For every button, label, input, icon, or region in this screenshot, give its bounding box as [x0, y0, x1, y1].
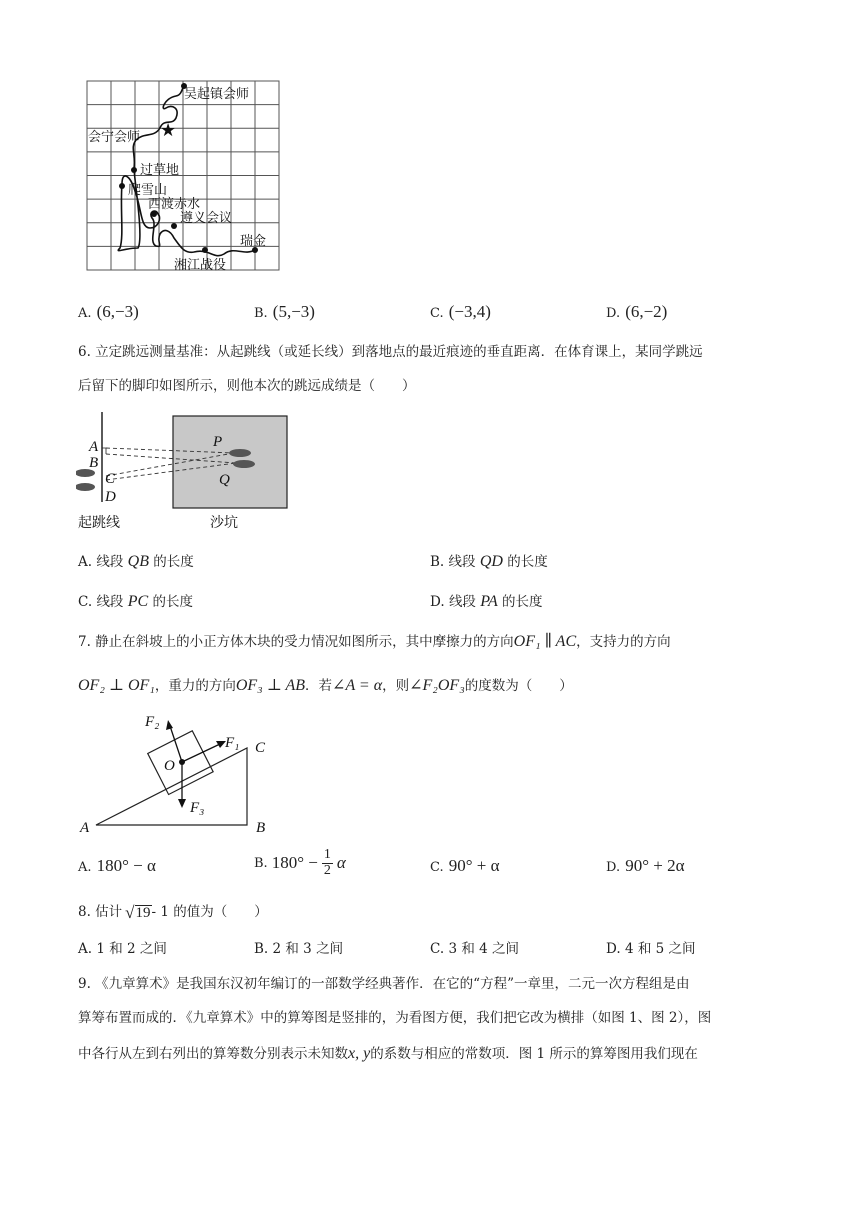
- q7-option-b[interactable]: B. 180° − $\frac{1}{2}$ α: [254, 847, 346, 878]
- label-o: O: [164, 758, 175, 774]
- map-label: 爬雪山: [128, 183, 168, 198]
- q7-option-c[interactable]: C. 90° + α: [430, 856, 500, 875]
- q5-option-c[interactable]: C. (−3,4): [430, 302, 491, 321]
- caption-sand-pit: 沙坑: [210, 515, 238, 531]
- q6-option-d[interactable]: D. 线段 PA 的长度: [430, 593, 543, 610]
- q5-option-a[interactable]: A. (6,−3): [78, 302, 139, 321]
- point-c: C: [105, 471, 116, 487]
- label-a: A: [80, 820, 90, 836]
- q8-option-d[interactable]: D. 4 和 5 之间: [606, 941, 696, 957]
- q5-option-b[interactable]: B. (5,−3): [254, 302, 315, 321]
- label-c: C: [255, 740, 266, 756]
- q9-stem-line2: 算筹布置而成的．《九章算术》中的算筹图是竖排的，为看图方便，我们把它改为横排（如图 1、图 2），图: [78, 1010, 712, 1026]
- point-p: P: [213, 434, 223, 450]
- star-icon: ★: [160, 120, 177, 141]
- q6-option-c[interactable]: C. 线段 PC 的长度: [78, 593, 193, 610]
- q9-stem-line3: 中各行从左到右列出的算筹数分别表示未知数x, y的系数与相应的常数项．图 1 所示的算筹图用我们现在: [78, 1045, 698, 1062]
- q7-option-a[interactable]: A. 180° − α: [78, 856, 156, 875]
- q9-stem-line1: 9. 《九章算术》是我国东汉初年编订的一部数学经典著作．在它的“方程”一章里，二元一次方程组是由: [78, 976, 690, 992]
- point-a: A: [89, 439, 99, 455]
- map-label: 湘江战役: [174, 258, 227, 273]
- label-f3: F₃: [190, 800, 205, 816]
- q8-option-c[interactable]: C. 3 和 4 之间: [430, 941, 519, 957]
- q8-option-b[interactable]: B. 2 和 3 之间: [254, 941, 344, 957]
- q7-option-d[interactable]: D. 90° + 2α: [606, 856, 685, 875]
- map-label: 瑞金: [240, 234, 267, 249]
- long-march-grid-map: [84, 78, 284, 274]
- label-b: B: [256, 820, 266, 836]
- q5-option-d[interactable]: D. (6,−2): [606, 302, 668, 321]
- map-label: 西渡赤水: [148, 197, 201, 212]
- q6-option-a[interactable]: A. 线段 QB 的长度: [78, 553, 194, 570]
- map-label: 吴起镇会师: [184, 87, 250, 102]
- point-d: D: [105, 489, 116, 505]
- point-b: B: [89, 455, 99, 471]
- q8-stem: 8. 估计 √ 19 - 1 的值为（ ）: [78, 903, 268, 922]
- q7-stem-line1: 7. 静止在斜坡上的小正方体木块的受力情况如图所示，其中摩擦力的方向OF₁ ∥ AC，支持力的方向: [78, 633, 671, 650]
- radicand: 19: [135, 904, 151, 921]
- q7-stem-line2: OF₂ ⊥ OF₁，重力的方向OF₃ ⊥ AB．若∠A = α，则∠F₂OF₃的度数为（ ）: [78, 677, 573, 694]
- label-f1: F₁: [225, 735, 240, 751]
- map-label: 过草地: [140, 163, 180, 178]
- caption-takeoff-line: 起跳线: [78, 515, 120, 531]
- q6-stem-line2: 后留下的脚印如图所示，则他本次的跳远成绩是（ ）: [78, 378, 416, 394]
- incline-force-figure: [76, 708, 276, 838]
- long-jump-figure: [76, 410, 296, 535]
- q6-stem-line1: 6. 立定跳远测量基准：从起跳线（或延长线）到落地点的最近痕迹的垂直距离．在体育课上，某同学跳远: [78, 344, 703, 360]
- point-q: Q: [219, 472, 230, 488]
- map-label: 会宁会师: [88, 130, 141, 145]
- q6-option-b[interactable]: B. 线段 QD 的长度: [430, 553, 548, 570]
- map-label: 遵义会议: [180, 211, 233, 226]
- label-f2: F₂: [145, 714, 160, 730]
- q8-option-a[interactable]: A. 1 和 2 之间: [78, 941, 167, 957]
